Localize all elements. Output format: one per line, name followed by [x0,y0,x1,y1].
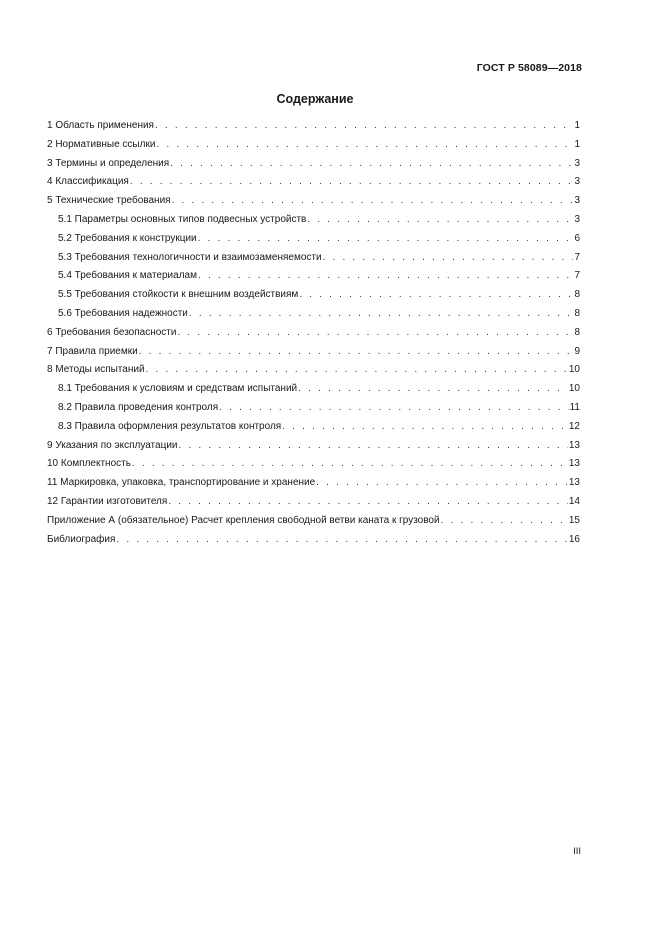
toc-entry-label: 5.5 Требования стойкости к внешним воздействиям [58,289,299,301]
toc-entry-label: 5 Технические требования [47,195,171,207]
toc-entry[interactable] [47,458,580,477]
toc-entry[interactable] [47,496,580,515]
toc-entry-label: 5.1 Параметры основных типов подвесных устройств [58,213,307,225]
toc-entry-label: 1 Область применения [47,120,154,131]
toc-entry[interactable] [47,233,580,252]
page-number: III [573,846,581,857]
toc-entry-label: 5.6 Требования надежности [58,307,188,319]
toc-entry[interactable] [47,364,580,383]
toc-leader-dots [179,440,568,451]
toc-entry-page: 9 [574,345,580,357]
toc-entry-label: 6 Требования безопасности [47,326,177,338]
toc-entry-page: 3 [574,195,580,207]
toc-leader-dots [299,289,573,300]
toc-entry[interactable] [47,534,580,553]
toc-entry-page: 16 [568,533,580,545]
toc-leader-dots [298,383,568,394]
toc-leader-dots [441,515,568,526]
toc-entry-page: 13 [568,477,580,489]
toc-entry[interactable] [47,421,580,440]
toc-entry[interactable] [47,383,580,402]
toc-leader-dots [323,252,574,263]
toc-entry[interactable] [47,346,580,365]
toc-entry[interactable] [47,176,580,195]
toc-entry[interactable] [47,308,580,327]
toc-entry-page: 13 [568,458,580,470]
toc-leader-dots [307,214,573,225]
toc-leader-dots [132,458,568,469]
toc-entry-label: 2 Нормативные ссылки [47,138,156,150]
toc-entry-page: 6 [574,232,580,244]
toc-leader-dots [177,327,573,338]
toc-entry-label: 4 Классификация [47,176,129,188]
toc-entry-page: 1 [574,120,580,131]
toc-leader-dots [155,120,573,131]
toc-entry-page: 12 [568,420,580,432]
toc-entry-label: 10 Комплектность [47,458,131,470]
toc-leader-dots [156,139,573,150]
toc-entry-page: 15 [568,514,580,526]
toc-entry-page: 10 [568,383,580,395]
toc-leader-dots [139,346,574,357]
toc-entry-page: 8 [574,307,580,319]
toc-entry-page: 14 [568,495,580,507]
toc-entry-label: 12 Гарантии изготовителя [47,495,168,507]
toc-entry-label: 8.1 Требования к условиям и средствам испытаний [58,383,298,395]
toc-entry-label: 5.3 Требования технологичности и взаимозаменяемости [58,251,322,263]
toc-entry[interactable] [47,515,580,534]
toc-entry[interactable] [47,252,580,271]
toc-entry-page: 10 [568,364,580,376]
toc-leader-dots [316,477,568,488]
toc-entry-page: 3 [574,176,580,188]
toc-entry[interactable] [47,139,580,158]
toc-leader-dots [282,421,568,432]
toc-entry-label: 7 Правила приемки [47,345,138,357]
toc-entry-page: 11 [569,401,580,413]
toc-entry-label: 11 Маркировка, упаковка, транспортирование и хранение [47,477,316,489]
toc-leader-dots [172,195,574,206]
standard-id: ГОСТ Р 58089—2018 [476,62,582,74]
toc-entry[interactable] [47,440,580,459]
toc-entry-page: 7 [574,270,580,282]
toc-leader-dots [130,176,574,187]
toc-leader-dots [189,308,574,319]
toc-entry[interactable] [47,270,580,289]
toc-entry-page: 8 [574,289,580,301]
toc-entry-label: 3 Термины и определения [47,157,170,169]
toc-entry-page: 3 [574,213,580,225]
toc-entry-page: 3 [574,157,580,169]
toc-leader-dots [219,402,568,413]
toc-entry-page: 1 [574,138,580,150]
toc-entry[interactable] [47,195,580,214]
toc-entry[interactable] [47,327,580,346]
toc-entry[interactable] [47,120,580,139]
toc-entry-label: 9 Указания по эксплуатации [47,439,178,451]
toc-entry[interactable] [47,477,580,496]
toc-entry-label: 8.3 Правила оформления результатов контроля [58,420,282,432]
toc-entry-label: 8 Методы испытаний [47,364,145,376]
toc-leader-dots [168,496,568,507]
toc-title: Содержание [276,92,354,106]
toc-entry-label: Библиография [47,533,116,545]
toc-leader-dots [170,158,573,169]
toc-entry[interactable] [47,402,580,421]
toc-entry-label: 8.2 Правила проведения контроля [58,401,219,413]
toc-entry-page: 7 [574,251,580,263]
toc-leader-dots [146,364,568,375]
toc-entry-label: Приложение А (обязательное) Расчет крепления свободной ветви каната к грузовой [47,514,440,526]
toc-entry-label: 5.2 Требования к конструкции [58,232,197,244]
toc-entry[interactable] [47,289,580,308]
toc-leader-dots [198,270,573,281]
toc-entry-page: 8 [574,326,580,338]
toc-entry[interactable] [47,158,580,177]
toc-entry[interactable] [47,214,580,233]
toc-entry-page: 13 [568,439,580,451]
toc-leader-dots [198,233,574,244]
table-of-contents [47,120,580,552]
toc-entry-label: 5.4 Требования к материалам [58,270,197,282]
toc-leader-dots [116,534,567,545]
